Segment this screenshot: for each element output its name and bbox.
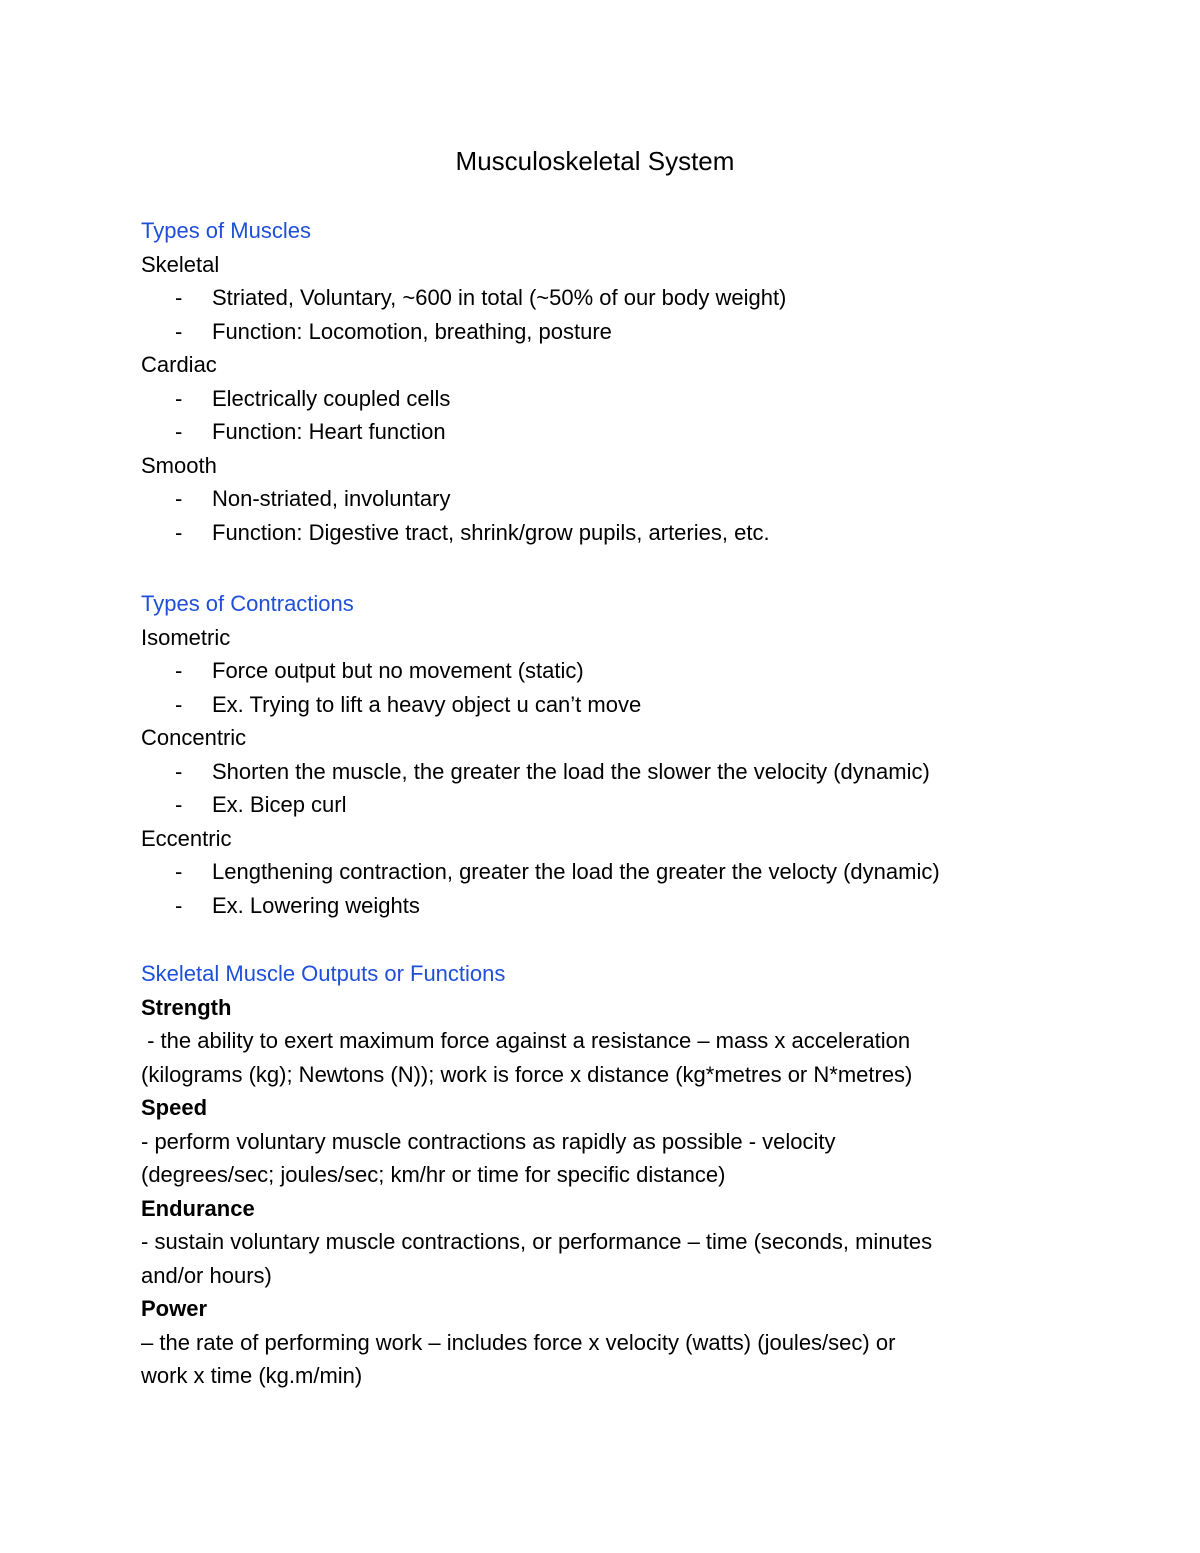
list-item-text: Shorten the muscle, the greater the load the slower the velocity (dynamic) [212, 758, 930, 784]
bullet-dash: - [175, 859, 183, 884]
group-title: Eccentric [141, 825, 232, 851]
list-item [141, 688, 1061, 722]
bullet-dash: - [175, 519, 183, 545]
group-title: Cardiac [141, 352, 217, 377]
section-skeletal-muscle-outputs [141, 957, 1061, 1393]
list-item-text: Ex. Bicep curl [212, 792, 347, 817]
group-title: Concentric [141, 725, 247, 750]
section-heading: Types of Contractions [141, 591, 354, 616]
list-item-text: Function: Digestive tract, shrink/grow pupils, arteries, etc. [212, 519, 770, 545]
bullet-dash: - [175, 285, 183, 310]
definition-line: - perform voluntary muscle contractions as rapidly as possible - velocity [141, 1128, 836, 1154]
list-item-text: Ex. Trying to lift a heavy object u can’t move [212, 691, 642, 717]
list-item-text: Function: Locomotion, breathing, posture [212, 318, 612, 344]
list-item-text: Ex. Lowering weights [212, 892, 420, 918]
list-item [141, 382, 1061, 416]
list-item [141, 516, 1061, 550]
list-item-text: Lengthening contraction, greater the load the greater the velocty (dynamic) [212, 859, 940, 884]
definition-line: and/or hours) [141, 1262, 272, 1288]
list-item [141, 315, 1061, 349]
definition-line: – the rate of performing work – includes force x velocity (watts) (joules/sec) or [141, 1329, 896, 1355]
group-title: Smooth [141, 452, 217, 478]
list-item [141, 415, 1061, 449]
list-item-text: Striated, Voluntary, ~600 in total (~50% of our body weight) [212, 285, 787, 310]
section-types-of-muscles [141, 214, 1061, 549]
list-item-text: Function: Heart function [212, 419, 446, 444]
definition-line: - the ability to exert maximum force against a resistance – mass x acceleration [141, 1028, 911, 1053]
list-item-text: Force output but no movement (static) [212, 658, 584, 683]
group-title: Skeletal [141, 251, 220, 277]
term-heading: Speed [141, 1095, 208, 1120]
bullet-dash: - [175, 385, 183, 411]
bullet-dash: - [175, 792, 183, 817]
bullet-dash: - [175, 691, 183, 717]
definition-line: work x time (kg.m/min) [141, 1363, 363, 1388]
list-item [141, 654, 1061, 688]
section-heading: Types of Muscles [141, 218, 311, 243]
list-item [141, 855, 1061, 889]
definition-line: (kilograms (kg); Newtons (N)); work is force x distance (kg*metres or N*metres) [141, 1061, 913, 1087]
list-item-text: Non-striated, involuntary [212, 486, 451, 511]
document-title: Musculoskeletal System [455, 146, 735, 176]
term-heading: Power [141, 1296, 208, 1321]
definition-line: - sustain voluntary muscle contractions, or performance – time (seconds, minutes [141, 1229, 933, 1254]
term-heading: Strength [141, 994, 232, 1020]
section-types-of-contractions [141, 587, 1061, 922]
bullet-dash: - [175, 758, 183, 784]
group-title: Isometric [141, 624, 231, 650]
bullet-dash: - [175, 486, 183, 511]
section-heading: Skeletal Muscle Outputs or Functions [141, 961, 506, 986]
list-item [141, 889, 1061, 923]
bullet-dash: - [175, 318, 183, 344]
list-item-text: Electrically coupled cells [212, 385, 451, 411]
term-heading: Endurance [141, 1195, 255, 1221]
bullet-dash: - [175, 658, 183, 683]
definition-line: (degrees/sec; joules/sec; km/hr or time for specific distance) [141, 1162, 726, 1187]
list-item [141, 788, 1061, 822]
list-item [141, 482, 1061, 516]
bullet-dash: - [175, 419, 183, 444]
list-item [141, 755, 1061, 789]
bullet-dash: - [175, 892, 183, 918]
list-item [141, 281, 1061, 315]
